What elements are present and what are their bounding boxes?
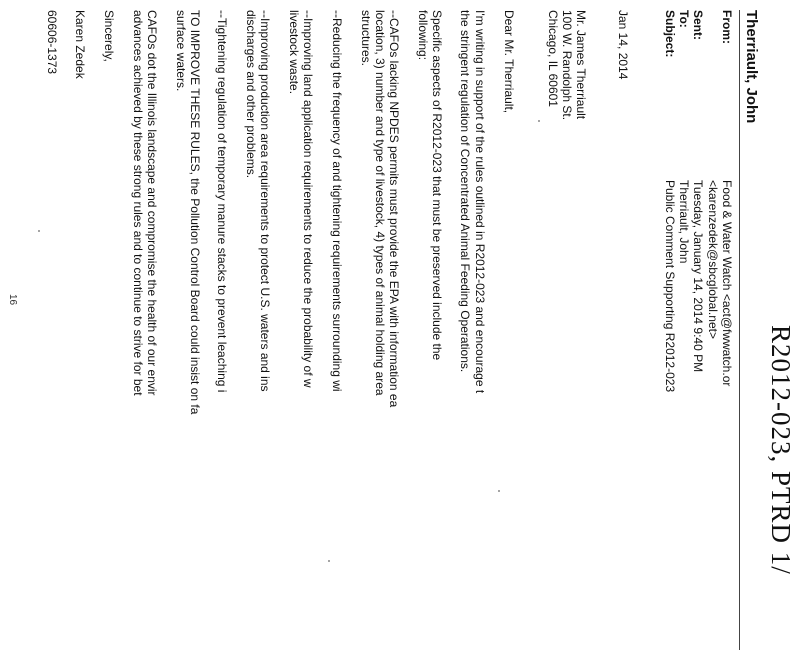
aspects-line-1: Specific aspects of R2012-023 that must be preserved include the: [430, 10, 444, 361]
bullet-5: --Tightening regulation of temporary manure stacks to prevent leaching i: [215, 10, 229, 393]
intro-line-2: the stringent regulation of Concentrated Animal Feeding Operations.: [458, 10, 472, 373]
scan-speck: [328, 560, 330, 562]
from-value: Food & Water Watch <act@fwwatch.or: [720, 180, 734, 387]
salutation: Dear Mr. Therriault,: [502, 10, 516, 114]
recipient-name: Therriault, John: [743, 10, 760, 124]
from-email: <karenzedek@sbcglobal.net>: [706, 180, 720, 339]
to-value: Therriault, John: [677, 180, 691, 264]
subject-value: Public Comment Supporting R2012-023: [663, 180, 677, 393]
bullet-1-line-3: structures.: [359, 10, 373, 67]
sent-value: Tuesday, January 14, 2014 9:40 PM: [691, 180, 705, 373]
to-label: To:: [677, 10, 691, 28]
subject-label: Subject:: [663, 10, 677, 58]
from-label: From:: [720, 10, 734, 44]
page-number: 16: [7, 294, 18, 306]
signer-name: Karen Zedek: [73, 10, 87, 79]
aspects-line-2: following:: [416, 10, 430, 61]
bullet-2: --Reducing the frequency of and tightening requirements surrounding wi: [330, 10, 344, 392]
sent-label: Sent:: [691, 10, 705, 40]
bullet-4-line-1: --Improving production area requirements to protect U.S. waters and ins: [258, 10, 272, 392]
signer-zip: 60606-1373: [45, 10, 59, 75]
docket-stamp: R2012-023, PTRD 1/: [766, 325, 796, 575]
scan-speck: [538, 120, 540, 122]
scan-speck: [38, 230, 40, 232]
closing-para-line-1: CAFOs dot the Illinois landscape and compromise the health of our envir: [145, 10, 159, 396]
bullet-3-line-1: --Improving land application requirements to reduce the probability of w: [301, 10, 315, 388]
improve-line-1: TO IMPROVE THESE RULES, the Pollution Control Board could insist on fa: [188, 10, 202, 415]
letter-date: Jan 14, 2014: [616, 10, 630, 80]
sign-off: Sincerely,: [102, 10, 116, 62]
address-line-2: 100 W. Randolph St.: [560, 10, 574, 121]
intro-line-1: I'm writing in support of the rules outlined in R2012-023 and encourage t: [473, 10, 487, 394]
bullet-1-line-1: --CAFOs lacking NPDES permits must provide the EPA with information ea: [387, 10, 401, 408]
header-divider: [739, 10, 740, 650]
bullet-4-line-2: discharges and other problems.: [244, 10, 258, 179]
closing-para-line-2: advances achieved by these strong rules and to continue to strive for bet: [131, 10, 145, 396]
bullet-1-line-2: location, 3) number and type of livestock, 4) types of animal holding area: [373, 10, 387, 396]
improve-line-2: surface waters.: [174, 10, 188, 92]
address-line-3: Chicago, IL 60601: [546, 10, 560, 107]
scan-speck: [498, 490, 500, 492]
address-line-1: Mr. James Therriault: [574, 10, 588, 120]
bullet-3-line-2: livestock waste.: [287, 10, 301, 95]
